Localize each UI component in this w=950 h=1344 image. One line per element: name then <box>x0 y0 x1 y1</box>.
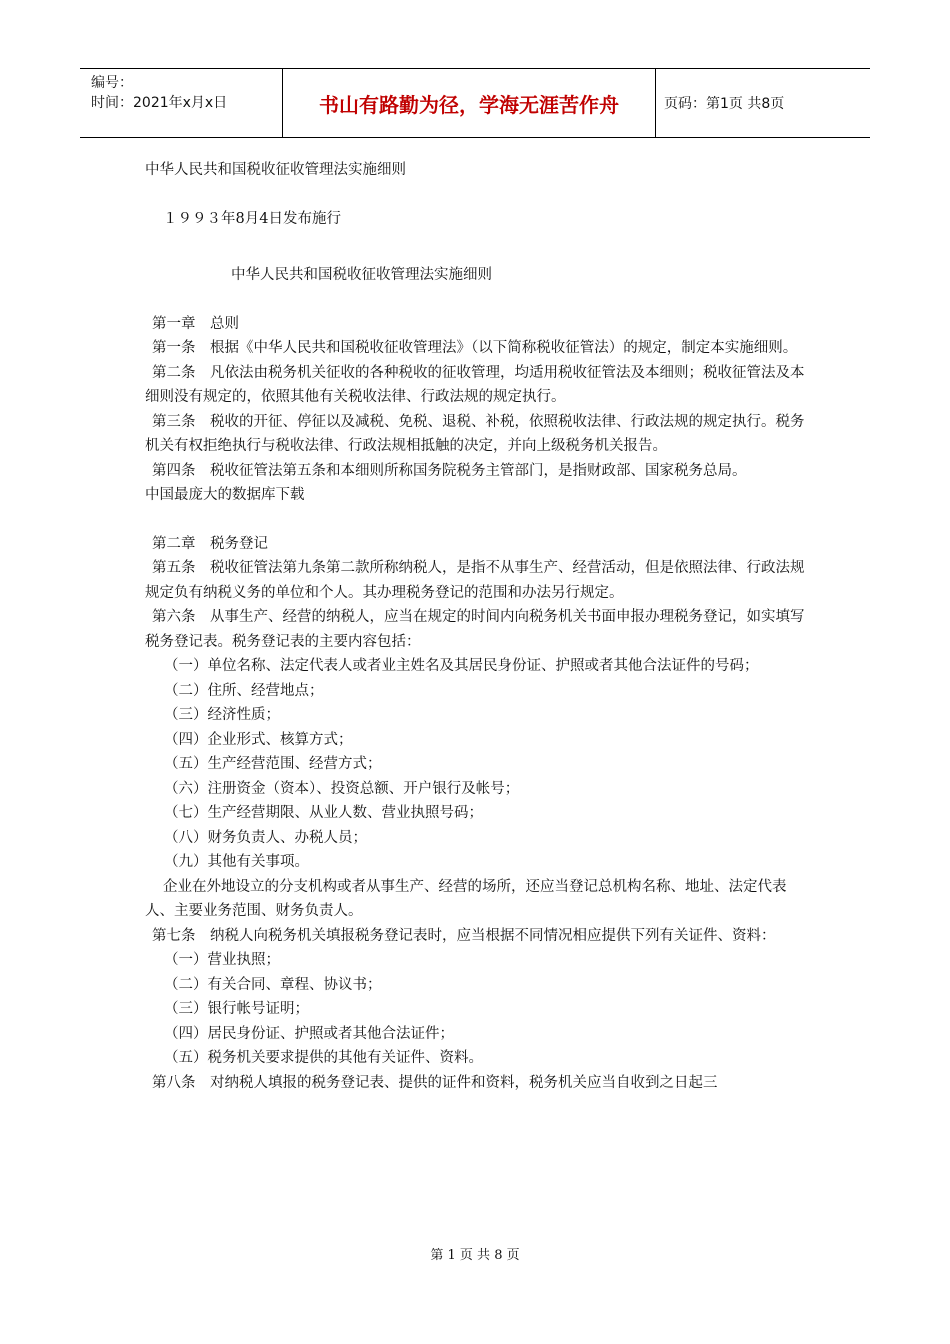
list-item: （三）经济性质； <box>164 707 280 723</box>
list-item: （九）其他有关事项。 <box>164 854 309 870</box>
chapter-heading: 第一章 总则 <box>152 315 239 332</box>
list-item: （四）企业形式、核算方式； <box>164 731 353 748</box>
list-item: （三）银行帐号证明； <box>164 1001 309 1017</box>
header-page-number: 页码：第1页 共8页 <box>664 96 785 112</box>
article-paragraph: 第三条 税收的开征、停征以及减税、免税、退税、补税，依照税收法律、行政法规的规定执行。税务机关有权拒绝执行与税收法律、行政法规相抵触的决定，并向上级税务机关报告。 <box>145 413 805 454</box>
list-item: （四）居民身份证、护照或者其他合法证件； <box>164 1025 454 1042</box>
article-paragraph: 第四条 税收征管法第五条和本细则所称国务院税务主管部门，是指财政部、国家税务总局。 <box>152 462 747 479</box>
publish-date: １９９３年8月4日发布施行 <box>163 210 341 227</box>
doc-title: 中华人民共和国税收征收管理法实施细则 <box>145 162 406 178</box>
list-item: （一）单位名称、法定代表人或者业主姓名及其居民身份证、护照或者其他合法证件的号码； <box>164 658 759 674</box>
article-paragraph: 第八条 对纳税人填报的税务登记表、提供的证件和资料，税务机关应当自收到之日起三 <box>152 1074 718 1091</box>
article-paragraph: 第五条 税收征管法第九条第二款所称纳税人，是指不从事生产、经营活动，但是依照法律、行政法规规定负有纳税义务的单位和个人。其办理税务登记的范围和办法另行规定。 <box>145 560 805 601</box>
list-item: （二）住所、经营地点； <box>164 682 324 699</box>
list-item: （七）生产经营期限、从业人数、营业执照号码； <box>164 805 483 821</box>
list-item: （六）注册资金（资本）、投资总额、开户银行及帐号； <box>164 780 520 797</box>
header-meta <box>80 69 282 137</box>
list-item: （五）生产经营范围、经营方式； <box>164 756 382 772</box>
header-motto: 书山有路勤为径，学海无涯苦作舟 <box>282 69 656 137</box>
article-paragraph: 企业在外地设立的分支机构或者从事生产、经营的场所，还应当登记总机构名称、地址、法定代表人、主要业务范围、财务负责人。 <box>145 878 787 919</box>
article-paragraph: 第六条 从事生产、经营的纳税人，应当在规定的时间内向税务机关书面申报办理税务登记，如实填写税务登记表。税务登记表的主要内容包括： <box>145 609 805 650</box>
article-paragraph: 第一条 根据《中华人民共和国税收征收管理法》（以下简称税收征管法）的规定，制定本实施细则。 <box>152 340 798 356</box>
ad-line: 中国最庞大的数据库下载 <box>145 487 305 503</box>
list-item: （五）税务机关要求提供的其他有关证件、资料。 <box>164 1050 483 1066</box>
article-paragraph: 第二条 凡依法由税务机关征收的各种税收的征收管理，均适用税收征管法及本细则；税收征管法及本细则没有规定的，依照其他有关税收法律、行政法规的规定执行。 <box>145 364 805 405</box>
list-item: （八）财务负责人、办税人员； <box>164 829 367 846</box>
document-body <box>145 158 810 1095</box>
article-paragraph: 第七条 纳税人向税务机关填报税务登记表时，应当根据不同情况相应提供下列有关证件、资料： <box>152 927 776 944</box>
list-item: （一）营业执照； <box>164 952 280 968</box>
chapter-heading: 第二章 税务登记 <box>152 535 268 552</box>
page-footer: 第 1 页 共 8 页 <box>430 1248 520 1263</box>
document-number-label: 编号： <box>91 75 133 91</box>
page-header <box>80 68 870 138</box>
list-item: （二）有关合同、章程、协议书； <box>164 976 382 993</box>
document-time-label: 时间：2021年x月x日 <box>91 95 228 111</box>
doc-title-centered: 中华人民共和国税收征收管理法实施细则 <box>231 267 492 283</box>
